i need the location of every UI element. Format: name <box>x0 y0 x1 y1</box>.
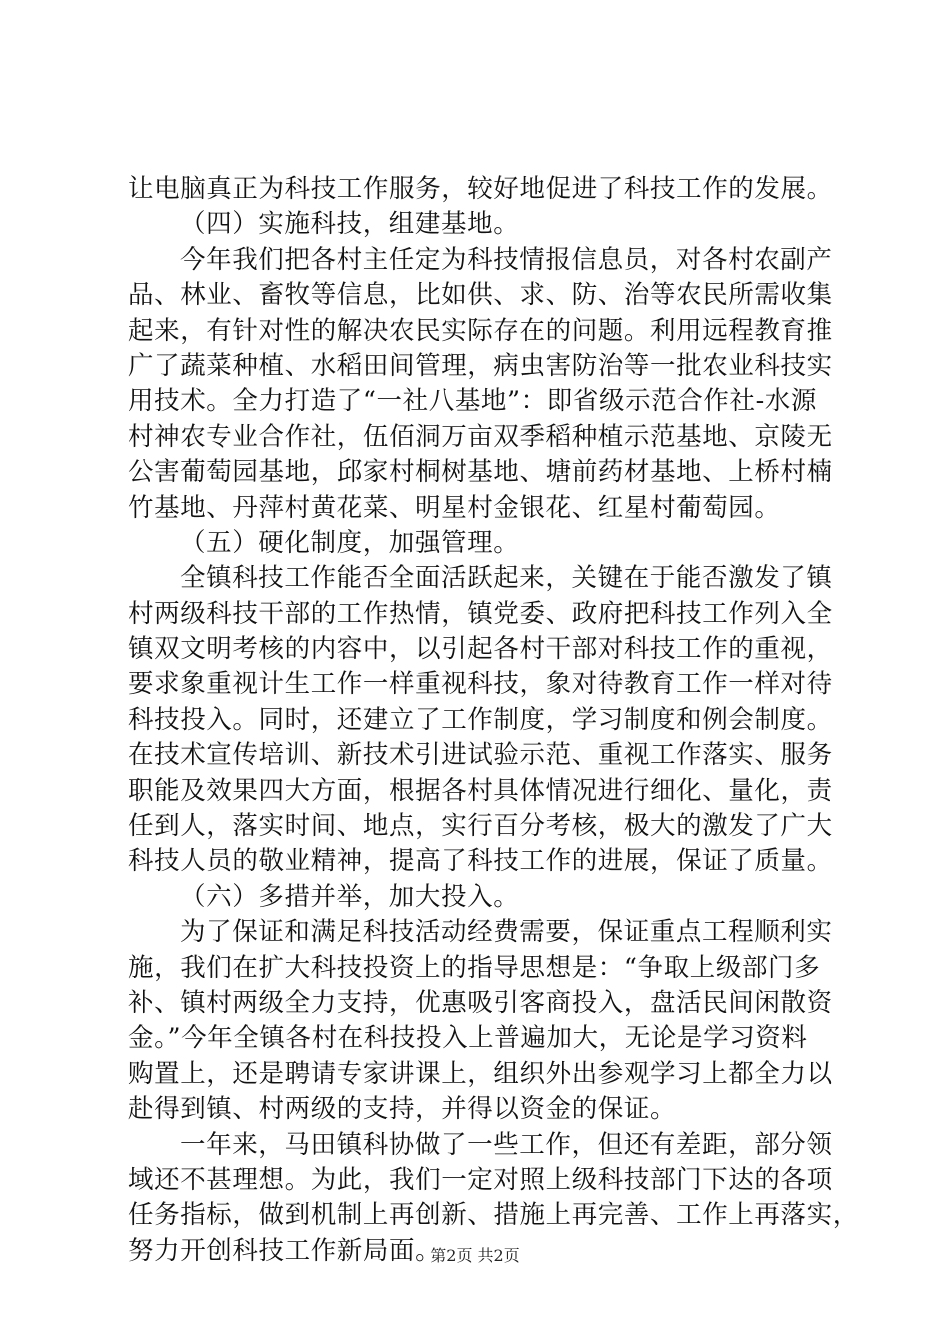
text-line: 起来，有针对性的解决农民实际存在的问题。利用远程教育推 <box>128 315 833 346</box>
text-line: 村神农专业合作社，伍佰洞万亩双季稻种植示范基地、京陵无 <box>128 421 833 452</box>
text-line: 金。”今年全镇各村在科技投入上普遍加大，无论是学习资料 <box>128 1023 808 1054</box>
text-line: 公害葡萄园基地，邱家村桐树基地、塘前药材基地、上桥村楠 <box>128 457 833 488</box>
text-line: 一年来，马田镇科协做了一些工作，但还有差距，部分领 <box>180 1129 833 1160</box>
text-line: （六）多措并举，加大投入。 <box>180 881 520 912</box>
text-line: 施，我们在扩大科技投资上的指导思想是：“争取上级部门多 <box>128 952 821 983</box>
text-line: 为了保证和满足科技活动经费需要，保证重点工程顺利实 <box>180 917 833 948</box>
text-line: 用技术。全力打造了“一社八基地”：即省级示范合作社-水源 <box>128 386 817 417</box>
text-line: 镇双文明考核的内容中，以引起各村干部对科技工作的重视， <box>128 634 833 665</box>
text-line: 广了蔬菜种植、水稻田间管理，病虫害防治等一批农业科技实 <box>128 350 833 381</box>
text-line: 任到人，落实时间、地点，实行百分考核，极大的激发了广大 <box>128 811 833 842</box>
text-line: 努力开创科技工作新局面。 <box>128 1235 442 1266</box>
text-line: 品、林业、畜牧等信息，比如供、求、防、治等农民所需收集 <box>128 280 833 311</box>
text-line: 全镇科技工作能否全面活跃起来，关键在于能否激发了镇 <box>180 563 833 594</box>
document-body <box>128 172 859 1269</box>
text-line: 科技人员的敬业精神，提高了科技工作的进展，保证了质量。 <box>128 846 833 877</box>
text-line: 科技投入。同时，还建立了工作制度，学习制度和例会制度。 <box>128 704 833 735</box>
text-line: 域还不甚理想。为此，我们一定对照上级科技部门下达的各项 <box>128 1164 833 1195</box>
text-line: 要求象重视计生工作一样重视科技，象对待教育工作一样对待 <box>128 669 833 700</box>
text-line: 赴得到镇、村两级的支持，并得以资金的保证。 <box>128 1094 677 1125</box>
text-line: 今年我们把各村主任定为科技情报信息员，对各村农副产 <box>180 244 833 275</box>
text-line: 补、镇村两级全力支持，优惠吸引客商投入，盘活民间闲散资 <box>128 987 833 1018</box>
text-line: 让电脑真正为科技工作服务，较好地促进了科技工作的发展。 <box>128 174 833 204</box>
text-line: 村两级科技干部的工作热情，镇党委、政府把科技工作列入全 <box>128 598 833 629</box>
text-line: （四）实施科技，组建基地。 <box>180 209 520 240</box>
text-line: 在技术宣传培训、新技术引进试验示范、重视工作落实、服务 <box>128 740 833 771</box>
text-line: 职能及效果四大方面，根据各村具体情况进行细化、量化，责 <box>128 775 833 806</box>
text-line: （五）硬化制度，加强管理。 <box>180 527 520 558</box>
page-footer: 第2页 共2页 <box>430 1246 520 1265</box>
text-line: 竹基地、丹萍村黄花菜、明星村金银花、红星村葡萄园。 <box>128 492 781 523</box>
text-line: 购置上，还是聘请专家讲课上，组织外出参观学习上都全力以 <box>128 1058 833 1089</box>
text-line: 任务指标，做到机制上再创新、措施上再完善、工作上再落实， <box>128 1200 859 1231</box>
